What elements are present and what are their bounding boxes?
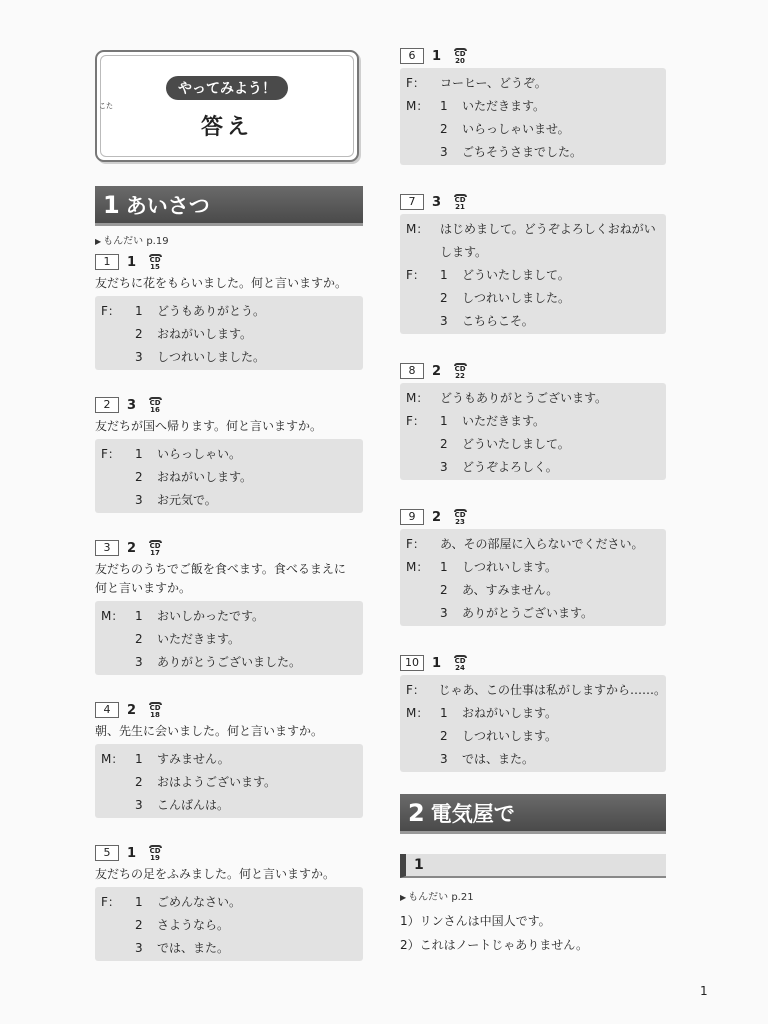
question-list-right [400,47,666,772]
dialogue-box [400,68,666,165]
speaker: M： [406,560,429,574]
option-number: 3 [135,654,143,669]
speaker: M： [406,99,429,113]
answer-line: 2）これはノートじゃありません。 [400,938,588,952]
question-block [400,654,666,772]
answer-number: 3 [432,194,442,210]
dialogue-box [400,529,666,626]
dialogue-text: いただきます。 [462,414,546,428]
question-text: 友だちが国へ帰ります。何と言いますか。 [95,419,323,433]
dialogue-line [406,309,666,332]
option-number: 3 [135,797,143,812]
dialogue-line [101,747,363,770]
option-number: 2 [440,121,448,136]
dialogue-line [406,747,666,770]
badge: やってみよう！ [166,76,288,100]
question-text: 友だちのうちでご飯を食べます。食べるまえに [95,562,346,576]
dialogue-line [406,263,666,286]
dialogue-line [406,678,666,701]
answer-number: 2 [432,363,442,379]
option-number: 2 [135,469,143,484]
dialogue-line [406,117,666,140]
answer-number: 1 [432,655,442,671]
dialogue-line [406,532,666,555]
question-number: 1 [95,254,119,270]
option-number: 1 [440,98,448,113]
dialogue-line [406,409,666,432]
question-text: 友だちの足をふみました。何と言いますか。 [95,867,336,881]
option-number: 1 [440,267,448,282]
question-number: 7 [400,194,424,210]
question-block [95,253,363,370]
question-block [95,539,363,675]
speaker: F： [101,304,120,318]
dialogue-line [406,217,666,240]
option-number: 3 [135,492,143,507]
answer-number: 1 [432,48,442,64]
answer-title [97,102,357,141]
dialogue-line [406,555,666,578]
option-number: 1 [135,894,143,909]
question-header [400,654,666,672]
speaker: M： [406,222,429,236]
question-header [95,253,363,271]
dialogue-line [101,442,363,465]
dialogue-text: こんばんは。 [157,798,230,812]
dialogue-text: ごちそうさまでした。 [462,145,583,159]
dialogue-box [400,383,666,480]
dialogue-line [101,627,363,650]
option-number: 3 [440,313,448,328]
dialogue-text: おねがいします。 [157,470,253,484]
answer-number: 2 [127,540,137,556]
dialogue-box [95,887,363,961]
section-title: 電気屋で [430,801,515,826]
question-text: 友だちに花をもらいました。何と言いますか。 [95,276,348,290]
dialogue-text: しつれいします。 [462,729,558,743]
dialogue-line [101,604,363,627]
dialogue-line [406,578,666,601]
dialogue-text: じゃあ、この仕事は私がしますから……。 [438,683,666,697]
section-header-1 [95,186,363,226]
problem-ref: ▶ もんだい p.19 [95,236,169,247]
cd-icon: CD 24 [454,656,466,672]
left-column [95,50,363,961]
dialogue-text: いらっしゃい。 [157,447,242,461]
dialogue-text: どうもありがとう。 [157,304,266,318]
dialogue-text: はじめまして。どうぞよろしくおねがい [440,222,656,236]
question-header [400,193,666,211]
question-number: 2 [95,397,119,413]
dialogue-box [95,601,363,675]
question-number: 10 [400,655,424,671]
dialogue-line [406,240,666,263]
dialogue-text: ありがとうございました。 [157,655,302,669]
section-title: あいさつ [125,193,210,218]
dialogue-line [406,386,666,409]
dialogue-text: いらっしゃいませ。 [462,122,570,136]
option-number: 2 [135,631,143,646]
speaker: M： [101,752,124,766]
question-block [95,396,363,513]
question-text: 何と言いますか。 [95,581,192,595]
question-number: 3 [95,540,119,556]
option-number: 3 [135,940,143,955]
option-number: 3 [440,459,448,474]
dialogue-line [101,465,363,488]
dialogue-text: さようなら。 [157,918,230,932]
dialogue-text: コーヒー、どうぞ。 [440,76,547,90]
speaker: M： [406,391,429,405]
option-number: 2 [135,774,143,789]
subsection-header: 1 [400,854,666,878]
option-number: 3 [440,751,448,766]
question-header [400,47,666,65]
title-card [95,50,359,162]
dialogue-line [406,601,666,624]
dialogue-text: こちらこそ。 [462,314,534,328]
question-number: 6 [400,48,424,64]
question-list [95,253,363,961]
question-block [95,701,363,818]
dialogue-box [95,439,363,513]
option-number: 2 [440,436,448,451]
dialogue-line [406,94,666,117]
section-number: 1 [103,190,120,219]
dialogue-text: いただきます。 [157,632,241,646]
dialogue-text: どういたしまして。 [462,437,570,451]
cd-icon: CD 17 [149,541,161,557]
option-number: 3 [440,144,448,159]
option-number: 1 [135,608,143,623]
right-column [400,47,666,957]
dialogue-text: おねがいします。 [462,706,558,720]
speaker: F： [101,895,120,909]
question-number: 8 [400,363,424,379]
dialogue-text: すみません。 [157,752,230,766]
dialogue-text: いただきます。 [462,99,546,113]
dialogue-text: しつれいしました。 [462,291,571,305]
option-number: 1 [440,559,448,574]
speaker: F： [406,414,425,428]
option-number: 1 [440,705,448,720]
dialogue-line [101,890,363,913]
cd-icon: CD 18 [149,703,161,719]
dialogue-box [400,214,666,334]
dialogue-line [406,432,666,455]
dialogue-line [101,770,363,793]
question-block [400,193,666,334]
dialogue-line [101,913,363,936]
speaker: M： [101,609,124,623]
cd-icon: CD 19 [149,846,161,862]
question-number: 5 [95,845,119,861]
question-header [95,701,363,719]
cd-icon: CD 20 [454,49,466,65]
question-header [95,844,363,862]
question-number: 4 [95,702,119,718]
cd-icon: CD 16 [149,398,161,414]
speaker: F： [101,447,120,461]
answer-number: 3 [127,397,137,413]
dialogue-line [101,936,363,959]
dialogue-text: ごめんなさい。 [157,895,242,909]
dialogue-text: しつれいしました。 [157,350,266,364]
cd-icon: CD 22 [454,364,466,380]
dialogue-text: では、また。 [157,941,230,955]
dialogue-line [101,322,363,345]
answer-number: 1 [127,845,137,861]
question-block [400,508,666,626]
dialogue-text: お元気で。 [157,493,217,507]
dialogue-text: あ、その部屋に入らないでください。 [440,537,644,551]
dialogue-line [406,724,666,747]
option-number: 3 [440,605,448,620]
question-number: 9 [400,509,424,525]
speaker: F： [406,76,425,90]
page-number: 1 [700,984,708,998]
dialogue-line [101,299,363,322]
dialogue-box [95,296,363,370]
section-number: 2 [408,798,425,827]
dialogue-text: ありがとうございます。 [462,606,594,620]
dialogue-box [95,744,363,818]
cd-icon: CD 21 [454,195,466,211]
section-header-2 [400,794,666,834]
speaker: F： [406,268,425,282]
option-number: 3 [135,349,143,364]
speaker: F： [406,683,425,697]
dialogue-text: おねがいします。 [157,327,253,341]
question-text: 朝、先生に会いました。何と言いますか。 [95,724,324,738]
speaker: F： [406,537,425,551]
dialogue-line [406,286,666,309]
dialogue-line [101,488,363,511]
option-number: 1 [135,303,143,318]
answer-number: 2 [127,702,137,718]
dialogue-text: おはようございます。 [157,775,277,789]
question-header [95,396,363,414]
dialogue-line [406,71,666,94]
question-block [95,844,363,961]
answer-number: 1 [127,254,137,270]
dialogue-text: どうもありがとうございます。 [440,391,608,405]
dialogue-line [406,455,666,478]
question-block [400,47,666,165]
dialogue-line [406,140,666,163]
question-header [400,362,666,380]
cd-icon: CD 23 [454,510,466,526]
option-number: 2 [440,582,448,597]
dialogue-line [406,701,666,724]
option-number: 2 [440,290,448,305]
speaker: M： [406,706,429,720]
problem-ref: ▶ もんだい p.21 [400,892,474,903]
option-number: 1 [440,413,448,428]
question-header [400,508,666,526]
dialogue-text: おいしかったです。 [157,609,265,623]
cd-icon: CD 15 [149,255,161,271]
question-block [400,362,666,480]
question-header [95,539,363,557]
dialogue-text: では、また。 [462,752,535,766]
dialogue-box [400,675,666,772]
dialogue-text: あ、すみません。 [462,583,559,597]
dialogue-text: どういたしまして。 [462,268,570,282]
answer-line: 1）リンさんは中国人です。 [400,914,551,928]
dialogue-text: しつれいします。 [462,560,558,574]
dialogue-line [101,793,363,816]
dialogue-text: します。 [440,245,488,259]
option-number: 2 [135,917,143,932]
option-number: 2 [135,326,143,341]
option-number: 2 [440,728,448,743]
dialogue-line [101,650,363,673]
dialogue-line [101,345,363,368]
option-number: 1 [135,751,143,766]
answer-number: 2 [432,509,442,525]
option-number: 1 [135,446,143,461]
title-ruby: こた [99,102,113,110]
title-text: 答え [200,115,253,140]
dialogue-text: どうぞよろしく。 [462,460,558,474]
